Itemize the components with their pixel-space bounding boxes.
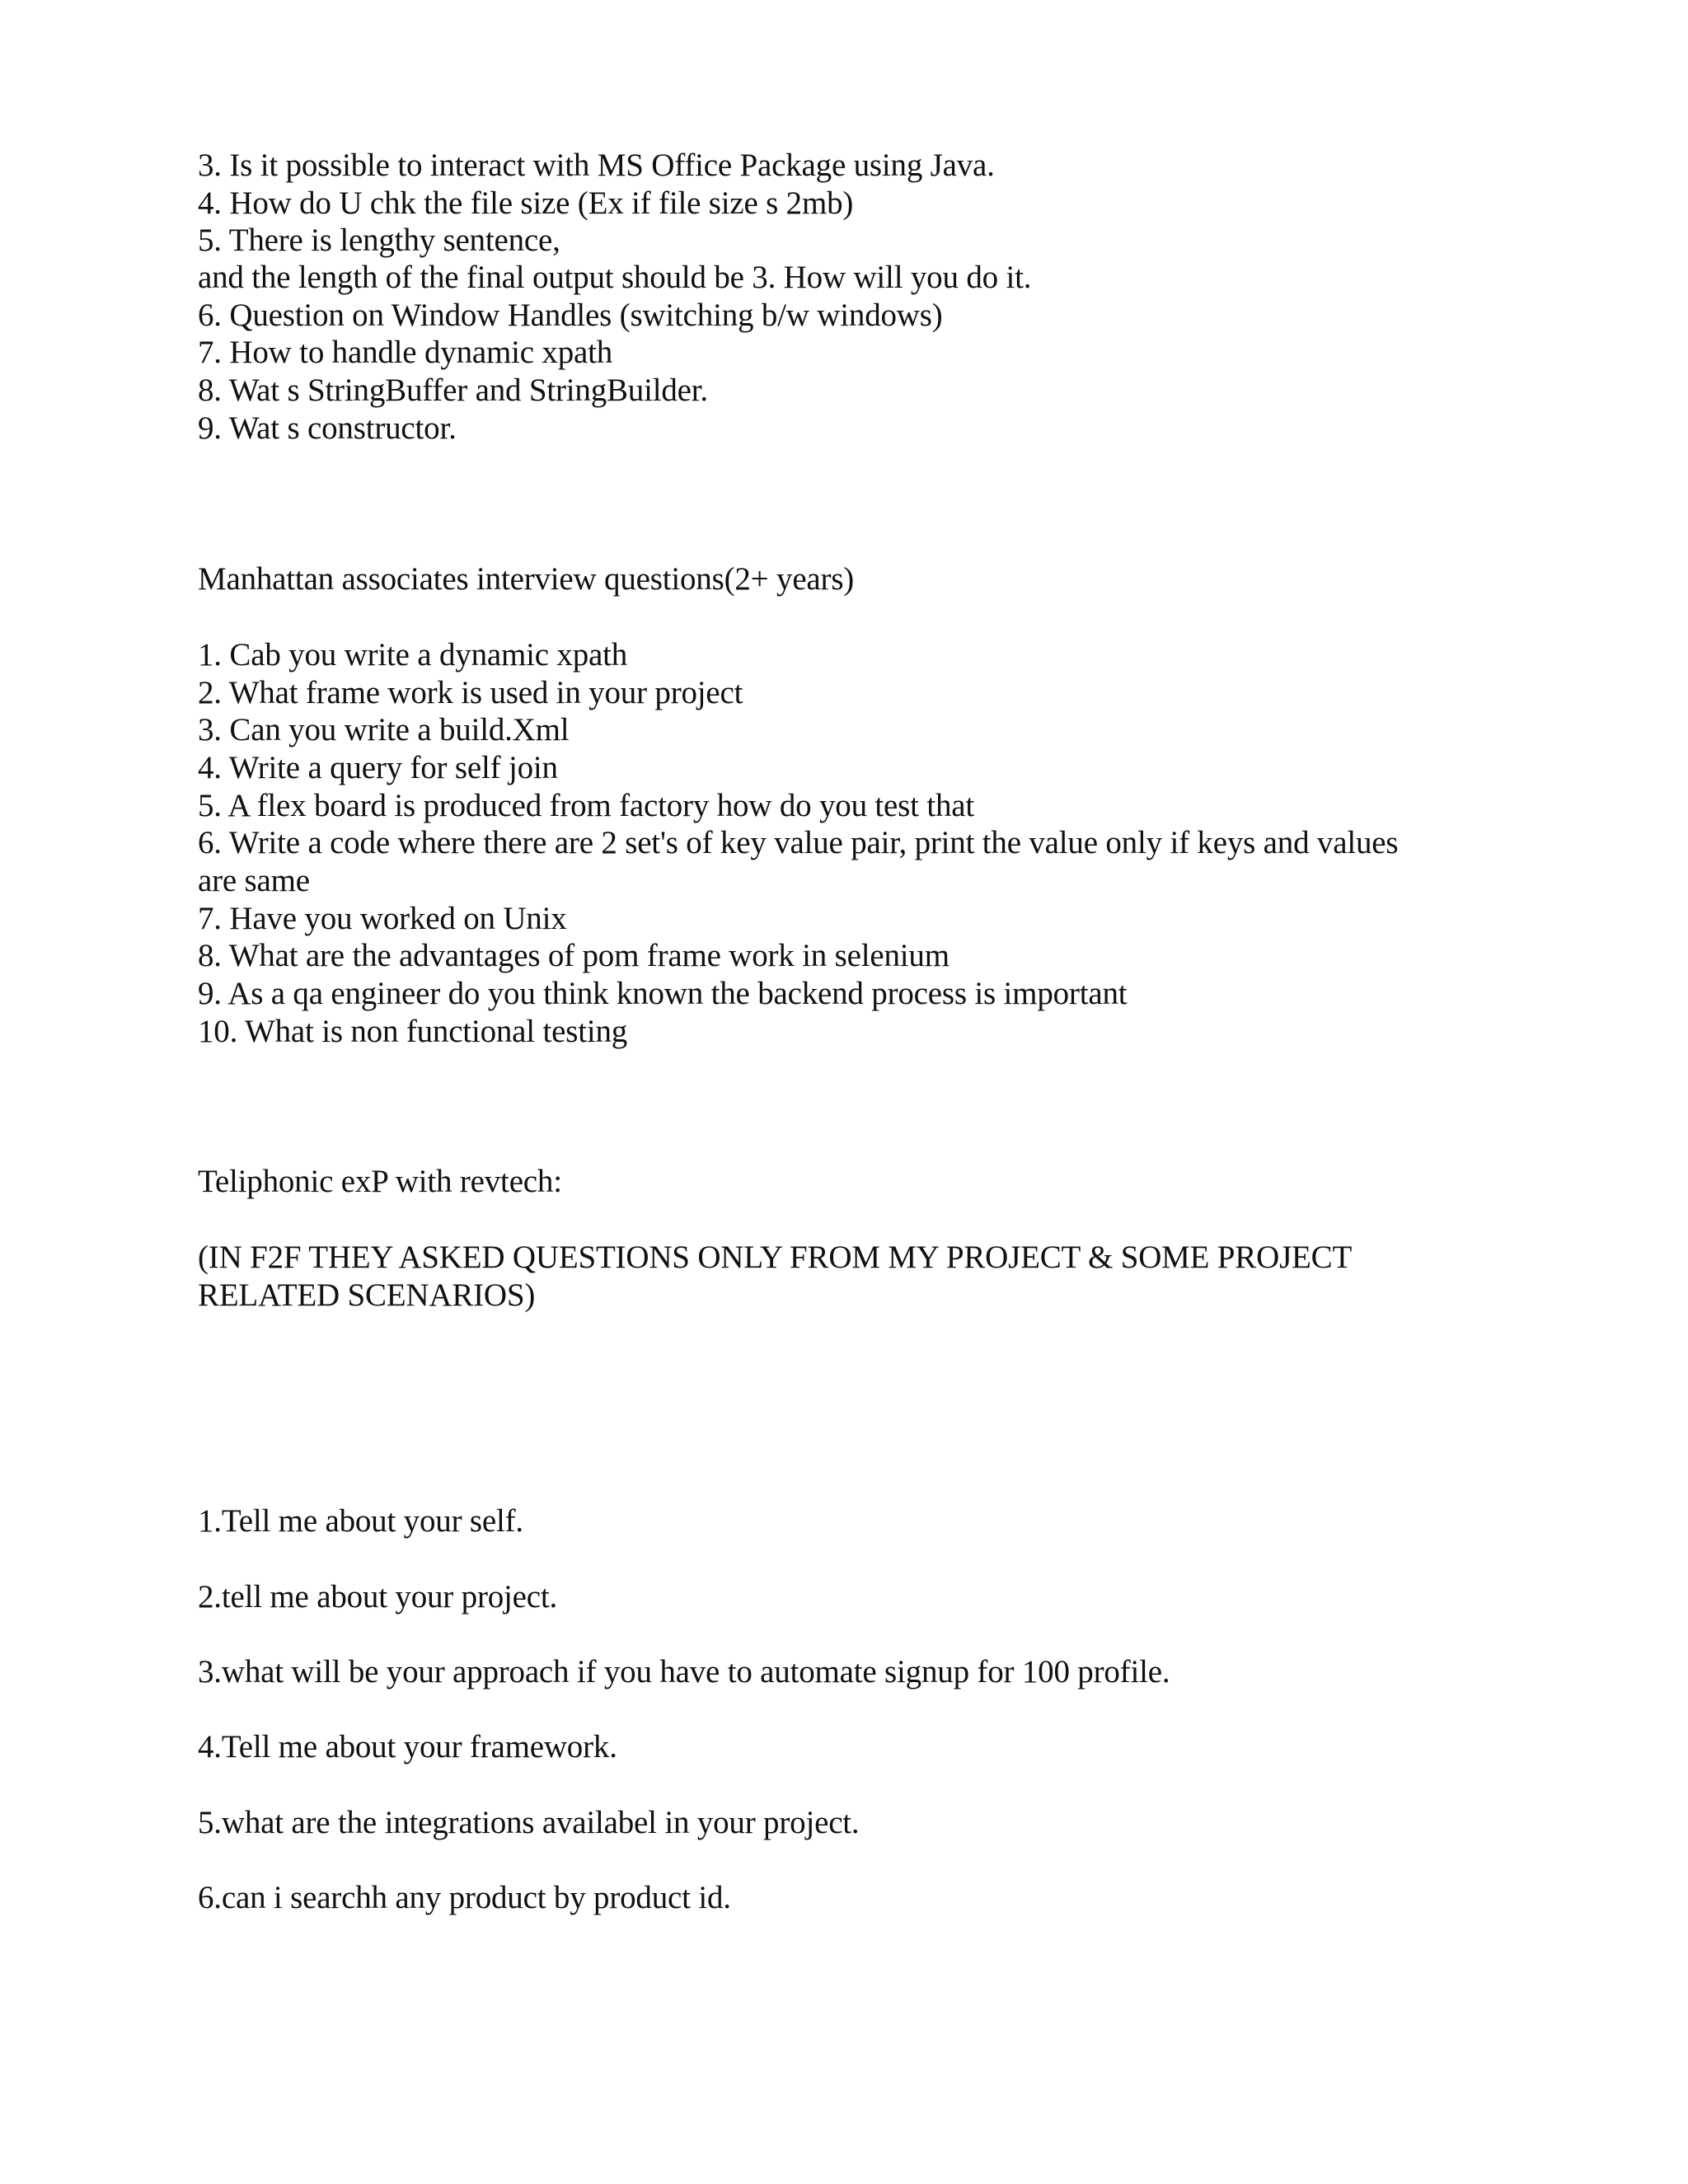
list-item: 3.what will be your approach if you have to automate signup for 100 profile. [198, 1654, 1170, 1690]
list-item: 8. Wat s StringBuffer and StringBuilder. [198, 373, 708, 408]
list-item: 8. What are the advantages of pom frame work in selenium [198, 938, 950, 973]
list-item: 5. A flex board is produced from factory how do you test that [198, 788, 975, 823]
list-item: 1. Cab you write a dynamic xpath [198, 637, 628, 673]
section-heading-revtech: Teliphonic exP with revtech: [198, 1164, 562, 1199]
list-item: 4. How do U chk the file size (Ex if file size s 2mb) [198, 185, 854, 221]
list-item: and the length of the final output should be 3. How will you do it. [198, 260, 1032, 295]
list-item: 2. What frame work is used in your project [198, 675, 743, 710]
list-item: 9. Wat s constructor. [198, 410, 457, 446]
section-note: RELATED SCENARIOS) [198, 1277, 536, 1313]
list-item: 3. Can you write a build.Xml [198, 712, 570, 748]
list-item: 10. What is non functional testing [198, 1014, 628, 1049]
list-item: 5. There is lengthy sentence, [198, 223, 560, 258]
list-item: 6. Write a code where there are 2 set's of key value pair, print the value only if keys and values [198, 825, 1399, 860]
list-item: are same [198, 863, 310, 898]
list-item: 7. How to handle dynamic xpath [198, 335, 613, 370]
section-heading-manhattan: Manhattan associates interview questions(2+ years) [198, 561, 855, 597]
list-item: 4. Write a query for self join [198, 750, 558, 785]
list-item: 1.Tell me about your self. [198, 1503, 523, 1539]
list-item: 7. Have you worked on Unix [198, 901, 567, 936]
list-item: 9. As a qa engineer do you think known the backend process is important [198, 976, 1128, 1011]
list-item: 2.tell me about your project. [198, 1579, 558, 1615]
list-item: 6. Question on Window Handles (switching b/w windows) [198, 298, 943, 333]
list-item: 3. Is it possible to interact with MS Office Package using Java. [198, 148, 995, 183]
list-item: 4.Tell me about your framework. [198, 1729, 617, 1765]
list-item: 6.can i searchh any product by product id. [198, 1880, 731, 1915]
list-item: 5.what are the integrations availabel in your project. [198, 1805, 860, 1840]
section-note: (IN F2F THEY ASKED QUESTIONS ONLY FROM MY PROJECT & SOME PROJECT [198, 1240, 1353, 1275]
